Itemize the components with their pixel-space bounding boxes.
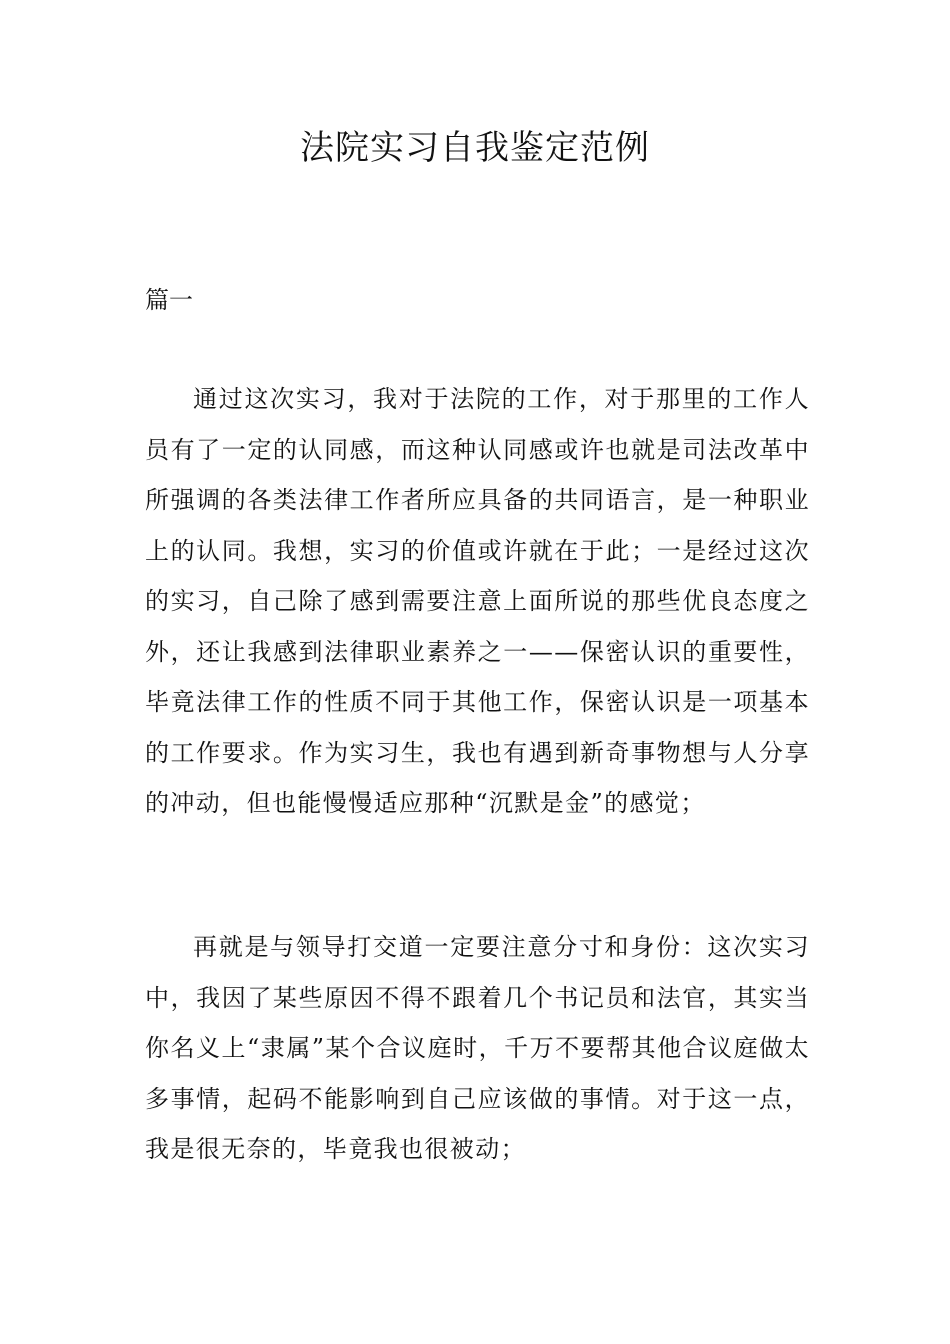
document-title: 法院实习自我鉴定范例 <box>300 128 650 168</box>
paragraph-2: 再就是与领导打交道一定要注意分寸和身份：这次实习中，我因了某些原因不得不跟着几个书记员和法官，其实当你名义上“隶属”某个合议庭时，千万不要帮其他合议庭做太多事情，起码不能影响到自己应该做的事情。对于这一点，我是很无奈的，毕竟我也很被动； <box>145 933 810 1163</box>
paragraph-1: 通过这次实习，我对于法院的工作，对于那里的工作人员有了一定的认同感，而这种认同感或许也就是司法改革中所强调的各类法律工作者所应具备的共同语言，是一种职业上的认同。我想，实习的价值或许就在于此；一是经过这次的实习，自己除了感到需要注意上面所说的那些优良态度之外，还让我感到法律职业素养之一——保密认识的重要性，毕竟法律工作的性质不同于其他工作，保密认识是一项基本的工作要求。作为实习生，我也有遇到新奇事物想与人分享的冲动，但也能慢慢适应那种“沉默是金”的感觉； <box>145 385 810 817</box>
section-label: 篇一 <box>145 286 193 314</box>
